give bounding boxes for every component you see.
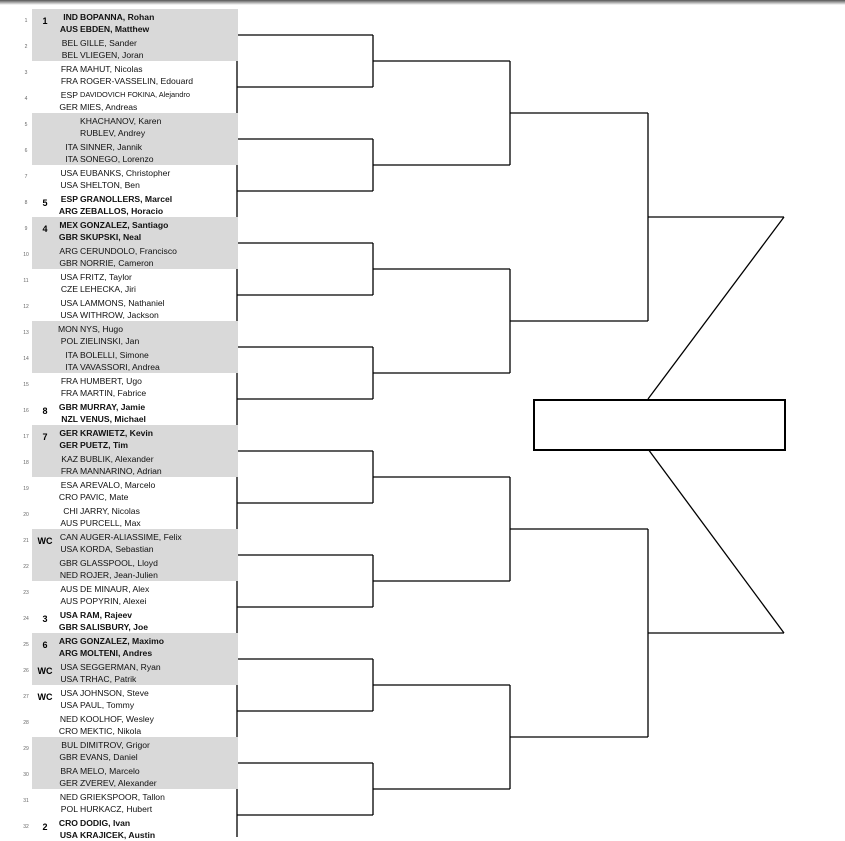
player-name: BOPANNA, Rohan [80, 12, 155, 22]
country-code: AUS [60, 518, 78, 528]
seed-label: 4 [42, 224, 48, 234]
draw-entry [23, 269, 238, 295]
country-code: GER [59, 428, 78, 438]
draw-entry [23, 581, 238, 607]
draw-position-number: 31 [23, 798, 29, 804]
player-name: PAUL, Tommy [80, 700, 135, 710]
seed-label: 7 [42, 432, 48, 442]
player-name: HURKACZ, Hubert [80, 804, 153, 814]
draw-entry [23, 295, 238, 321]
player-name: VAVASSORI, Andrea [80, 362, 160, 372]
draw-entry [23, 243, 238, 269]
seed-label: 5 [42, 198, 48, 208]
country-code: FRA [60, 76, 78, 86]
draw-entry [23, 451, 238, 477]
draw-entry [24, 165, 238, 191]
draw-position-number: 26 [23, 668, 29, 674]
player-name: DODIG, Ivan [80, 818, 131, 828]
country-code: ARG [58, 206, 78, 216]
seed-label: WC [37, 692, 53, 702]
player-name: ZEBALLOS, Horacio [80, 206, 164, 216]
draw-entry [23, 763, 238, 789]
player-name: CERUNDOLO, Francisco [80, 246, 177, 256]
draw-entry [23, 711, 238, 737]
final-diagonal-bottom [648, 449, 784, 633]
country-code: FRA [60, 388, 78, 398]
draw-position-number: 1 [24, 18, 28, 24]
country-code: NZL [61, 414, 78, 424]
country-code: ARG [58, 636, 78, 646]
draw-entry [23, 815, 238, 841]
country-code: ITA [65, 154, 78, 164]
country-code: CRO [58, 726, 78, 736]
draw-entry [23, 685, 238, 711]
country-code: NED [59, 792, 78, 802]
country-code: AUS [60, 584, 78, 594]
country-code: NED [59, 570, 78, 580]
country-code: USA [60, 272, 78, 282]
draw-position-number: 23 [23, 590, 29, 596]
draw-position-number: 11 [23, 278, 29, 284]
player-name: VENUS, Michael [80, 414, 146, 424]
country-code: AUS [60, 596, 78, 606]
player-name: DAVIDOVICH FOKINA, Alejandro [80, 90, 190, 99]
player-name: SKUPSKI, Neal [80, 232, 142, 242]
player-name: PAVIC, Mate [80, 492, 129, 502]
draw-entry [24, 61, 238, 87]
draw-position-number: 7 [24, 174, 28, 180]
player-name: RUBLEV, Andrey [80, 128, 146, 138]
player-name: KORDA, Sebastian [80, 544, 154, 554]
champion-box [533, 399, 786, 451]
country-code: USA [60, 180, 78, 190]
draw-position-number: 21 [23, 538, 29, 544]
player-name: POPYRIN, Alexei [80, 596, 147, 606]
player-name: FRITZ, Taylor [80, 272, 132, 282]
country-code: USA [60, 544, 78, 554]
country-code: GER [59, 102, 78, 112]
player-name: GONZALEZ, Santiago [80, 220, 169, 230]
draw-entry [24, 35, 238, 61]
country-code: ARG [58, 648, 78, 658]
draw-position-number: 4 [24, 96, 28, 102]
player-name: MIES, Andreas [80, 102, 138, 112]
player-name: AREVALO, Marcelo [80, 480, 156, 490]
country-code: GBR [58, 622, 78, 632]
country-code: KAZ [61, 454, 78, 464]
player-name: SEGGERMAN, Ryan [80, 662, 161, 672]
country-code: GER [59, 440, 78, 450]
player-name: KRAWIETZ, Kevin [80, 428, 154, 438]
player-name: ROGER-VASSELIN, Edouard [80, 76, 194, 86]
country-code: FRA [60, 376, 78, 386]
draw-position-number: 6 [24, 148, 28, 154]
draw-position-number: 24 [23, 616, 29, 622]
country-code: ITA [65, 350, 78, 360]
draw-position-number: 30 [23, 772, 29, 778]
country-code: USA [60, 298, 78, 308]
country-code: CRO [58, 492, 78, 502]
seed-label: 1 [42, 16, 48, 26]
player-name: GILLE, Sander [80, 38, 137, 48]
draw-position-number: 3 [24, 70, 28, 76]
player-name: NYS, Hugo [80, 324, 123, 334]
draw-entry [23, 321, 238, 347]
country-code: NED [59, 714, 78, 724]
player-name: KOOLHOF, Wesley [80, 714, 154, 724]
country-code: MEX [59, 220, 78, 230]
country-code: ITA [65, 362, 78, 372]
draw-position-number: 22 [23, 564, 29, 570]
player-name: MEKTIC, Nikola [80, 726, 142, 736]
draw-entry [23, 659, 238, 685]
draw-position-number: 20 [23, 512, 29, 518]
player-name: DE MINAUR, Alex [80, 584, 150, 594]
player-name: GONZALEZ, Maximo [80, 636, 165, 646]
draw-entry [24, 113, 238, 139]
country-code: CRO [58, 818, 78, 828]
country-code: USA [59, 610, 78, 620]
player-name: SHELTON, Ben [80, 180, 140, 190]
draw-position-number: 9 [24, 226, 28, 232]
country-code: IND [63, 12, 78, 22]
draw-entry [24, 9, 238, 35]
seed-label: 3 [42, 614, 48, 624]
player-name: KRAJICEK, Austin [80, 830, 156, 840]
draw-position-number: 2 [24, 44, 28, 50]
draw-entry [23, 477, 238, 503]
seed-label: 8 [42, 406, 48, 416]
draw-entry [23, 607, 238, 633]
player-name: AUGER-ALIASSIME, Felix [80, 532, 182, 542]
player-name: BUBLIK, Alexander [80, 454, 154, 464]
draw-entry [23, 737, 238, 763]
draw-entry [23, 347, 238, 373]
player-name: VLIEGEN, Joran [80, 50, 144, 60]
country-code: GBR [59, 258, 78, 268]
player-name: LEHECKA, Jiri [80, 284, 136, 294]
country-code: USA [59, 830, 78, 840]
player-name: MARTIN, Fabrice [80, 388, 147, 398]
draw-position-number: 19 [23, 486, 29, 492]
country-code: GBR [59, 558, 78, 568]
player-name: NORRIE, Cameron [80, 258, 154, 268]
player-name: ZIELINSKI, Jan [80, 336, 140, 346]
player-name: DIMITROV, Grigor [80, 740, 150, 750]
draw-entry [23, 555, 238, 581]
player-name: MURRAY, Jamie [80, 402, 146, 412]
draw-entry [24, 87, 238, 113]
country-code: ITA [65, 142, 78, 152]
player-name: GLASSPOOL, Lloyd [80, 558, 158, 568]
draw-entry [23, 503, 238, 529]
player-name: BOLELLI, Simone [80, 350, 149, 360]
draw-entry [23, 373, 238, 399]
country-code: ESP [60, 90, 78, 100]
country-code: ESP [60, 194, 78, 204]
player-name: TRHAC, Patrik [80, 674, 137, 684]
player-name: WITHROW, Jackson [80, 310, 159, 320]
player-name: MAHUT, Nicolas [80, 64, 143, 74]
country-code: USA [60, 310, 78, 320]
country-code: GER [59, 778, 78, 788]
draw-position-number: 16 [23, 408, 29, 414]
player-name: SONEGO, Lorenzo [80, 154, 154, 164]
draw-entry [23, 789, 238, 815]
country-code: ESA [60, 480, 78, 490]
player-name: GRANOLLERS, Marcel [80, 194, 173, 204]
draw-position-number: 27 [23, 694, 29, 700]
draw-position-number: 15 [23, 382, 29, 388]
player-name: LAMMONS, Nathaniel [80, 298, 165, 308]
draw-position-number: 13 [23, 330, 29, 336]
player-name: MANNARINO, Adrian [80, 466, 162, 476]
country-code: BEL [61, 38, 78, 48]
final-diagonal-top [648, 217, 784, 399]
player-name: SINNER, Jannik [80, 142, 143, 152]
country-code: USA [60, 168, 78, 178]
draw-position-number: 29 [23, 746, 29, 752]
draw-position-number: 28 [23, 720, 29, 726]
player-name: EBDEN, Matthew [80, 24, 150, 34]
country-code: USA [60, 688, 78, 698]
draw-position-number: 5 [24, 122, 28, 128]
seed-label: 2 [42, 822, 48, 832]
seed-label: WC [37, 666, 53, 676]
country-code: CAN [59, 532, 78, 542]
draw-position-number: 25 [23, 642, 29, 648]
draw-position-number: 14 [23, 356, 29, 362]
player-name: EUBANKS, Christopher [80, 168, 171, 178]
seed-label: WC [37, 536, 53, 546]
player-name: JOHNSON, Steve [80, 688, 149, 698]
seed-label: 6 [42, 640, 48, 650]
player-name: GRIEKSPOOR, Tallon [80, 792, 165, 802]
draw-entry [23, 529, 238, 555]
country-code: AUS [59, 24, 78, 34]
draw-position-number: 8 [24, 200, 28, 206]
draw-entry [24, 217, 238, 243]
country-code: BRA [60, 766, 78, 776]
draw-position-number: 10 [23, 252, 29, 258]
player-name: PUETZ, Tim [80, 440, 129, 450]
player-name: ROJER, Jean-Julien [80, 570, 158, 580]
country-code: BEL [61, 50, 78, 60]
country-code: GBR [59, 752, 78, 762]
draw-entry [23, 633, 238, 659]
draw-position-number: 17 [23, 434, 29, 440]
player-name: ZVEREV, Alexander [80, 778, 157, 788]
country-code: BUL [61, 740, 78, 750]
player-name: PURCELL, Max [80, 518, 141, 528]
country-code: USA [60, 662, 78, 672]
draw-entry [24, 139, 238, 165]
draw-entry [23, 425, 238, 451]
player-name: KHACHANOV, Karen [80, 116, 162, 126]
country-code: USA [60, 674, 78, 684]
country-code: MON [57, 324, 78, 334]
country-code: FRA [60, 466, 78, 476]
draw-position-number: 18 [23, 460, 29, 466]
player-name: HUMBERT, Ugo [80, 376, 142, 386]
country-code: CZE [60, 284, 78, 294]
country-code: POL [60, 336, 78, 346]
player-name: RAM, Rajeev [80, 610, 133, 620]
player-name: JARRY, Nicolas [80, 506, 140, 516]
player-name: SALISBURY, Joe [80, 622, 148, 632]
draw-position-number: 12 [23, 304, 29, 310]
draw-entry [23, 399, 238, 425]
draw-position-number: 32 [23, 824, 29, 830]
country-code: GBR [58, 232, 78, 242]
player-name: MELO, Marcelo [80, 766, 140, 776]
country-code: FRA [60, 64, 78, 74]
country-code: GBR [58, 402, 78, 412]
country-code: CHI [63, 506, 78, 516]
draw-entry [24, 191, 238, 217]
country-code: ARG [59, 246, 78, 256]
country-code: USA [60, 700, 78, 710]
player-name: EVANS, Daniel [80, 752, 138, 762]
player-name: MOLTENI, Andres [80, 648, 153, 658]
country-code: POL [60, 804, 78, 814]
